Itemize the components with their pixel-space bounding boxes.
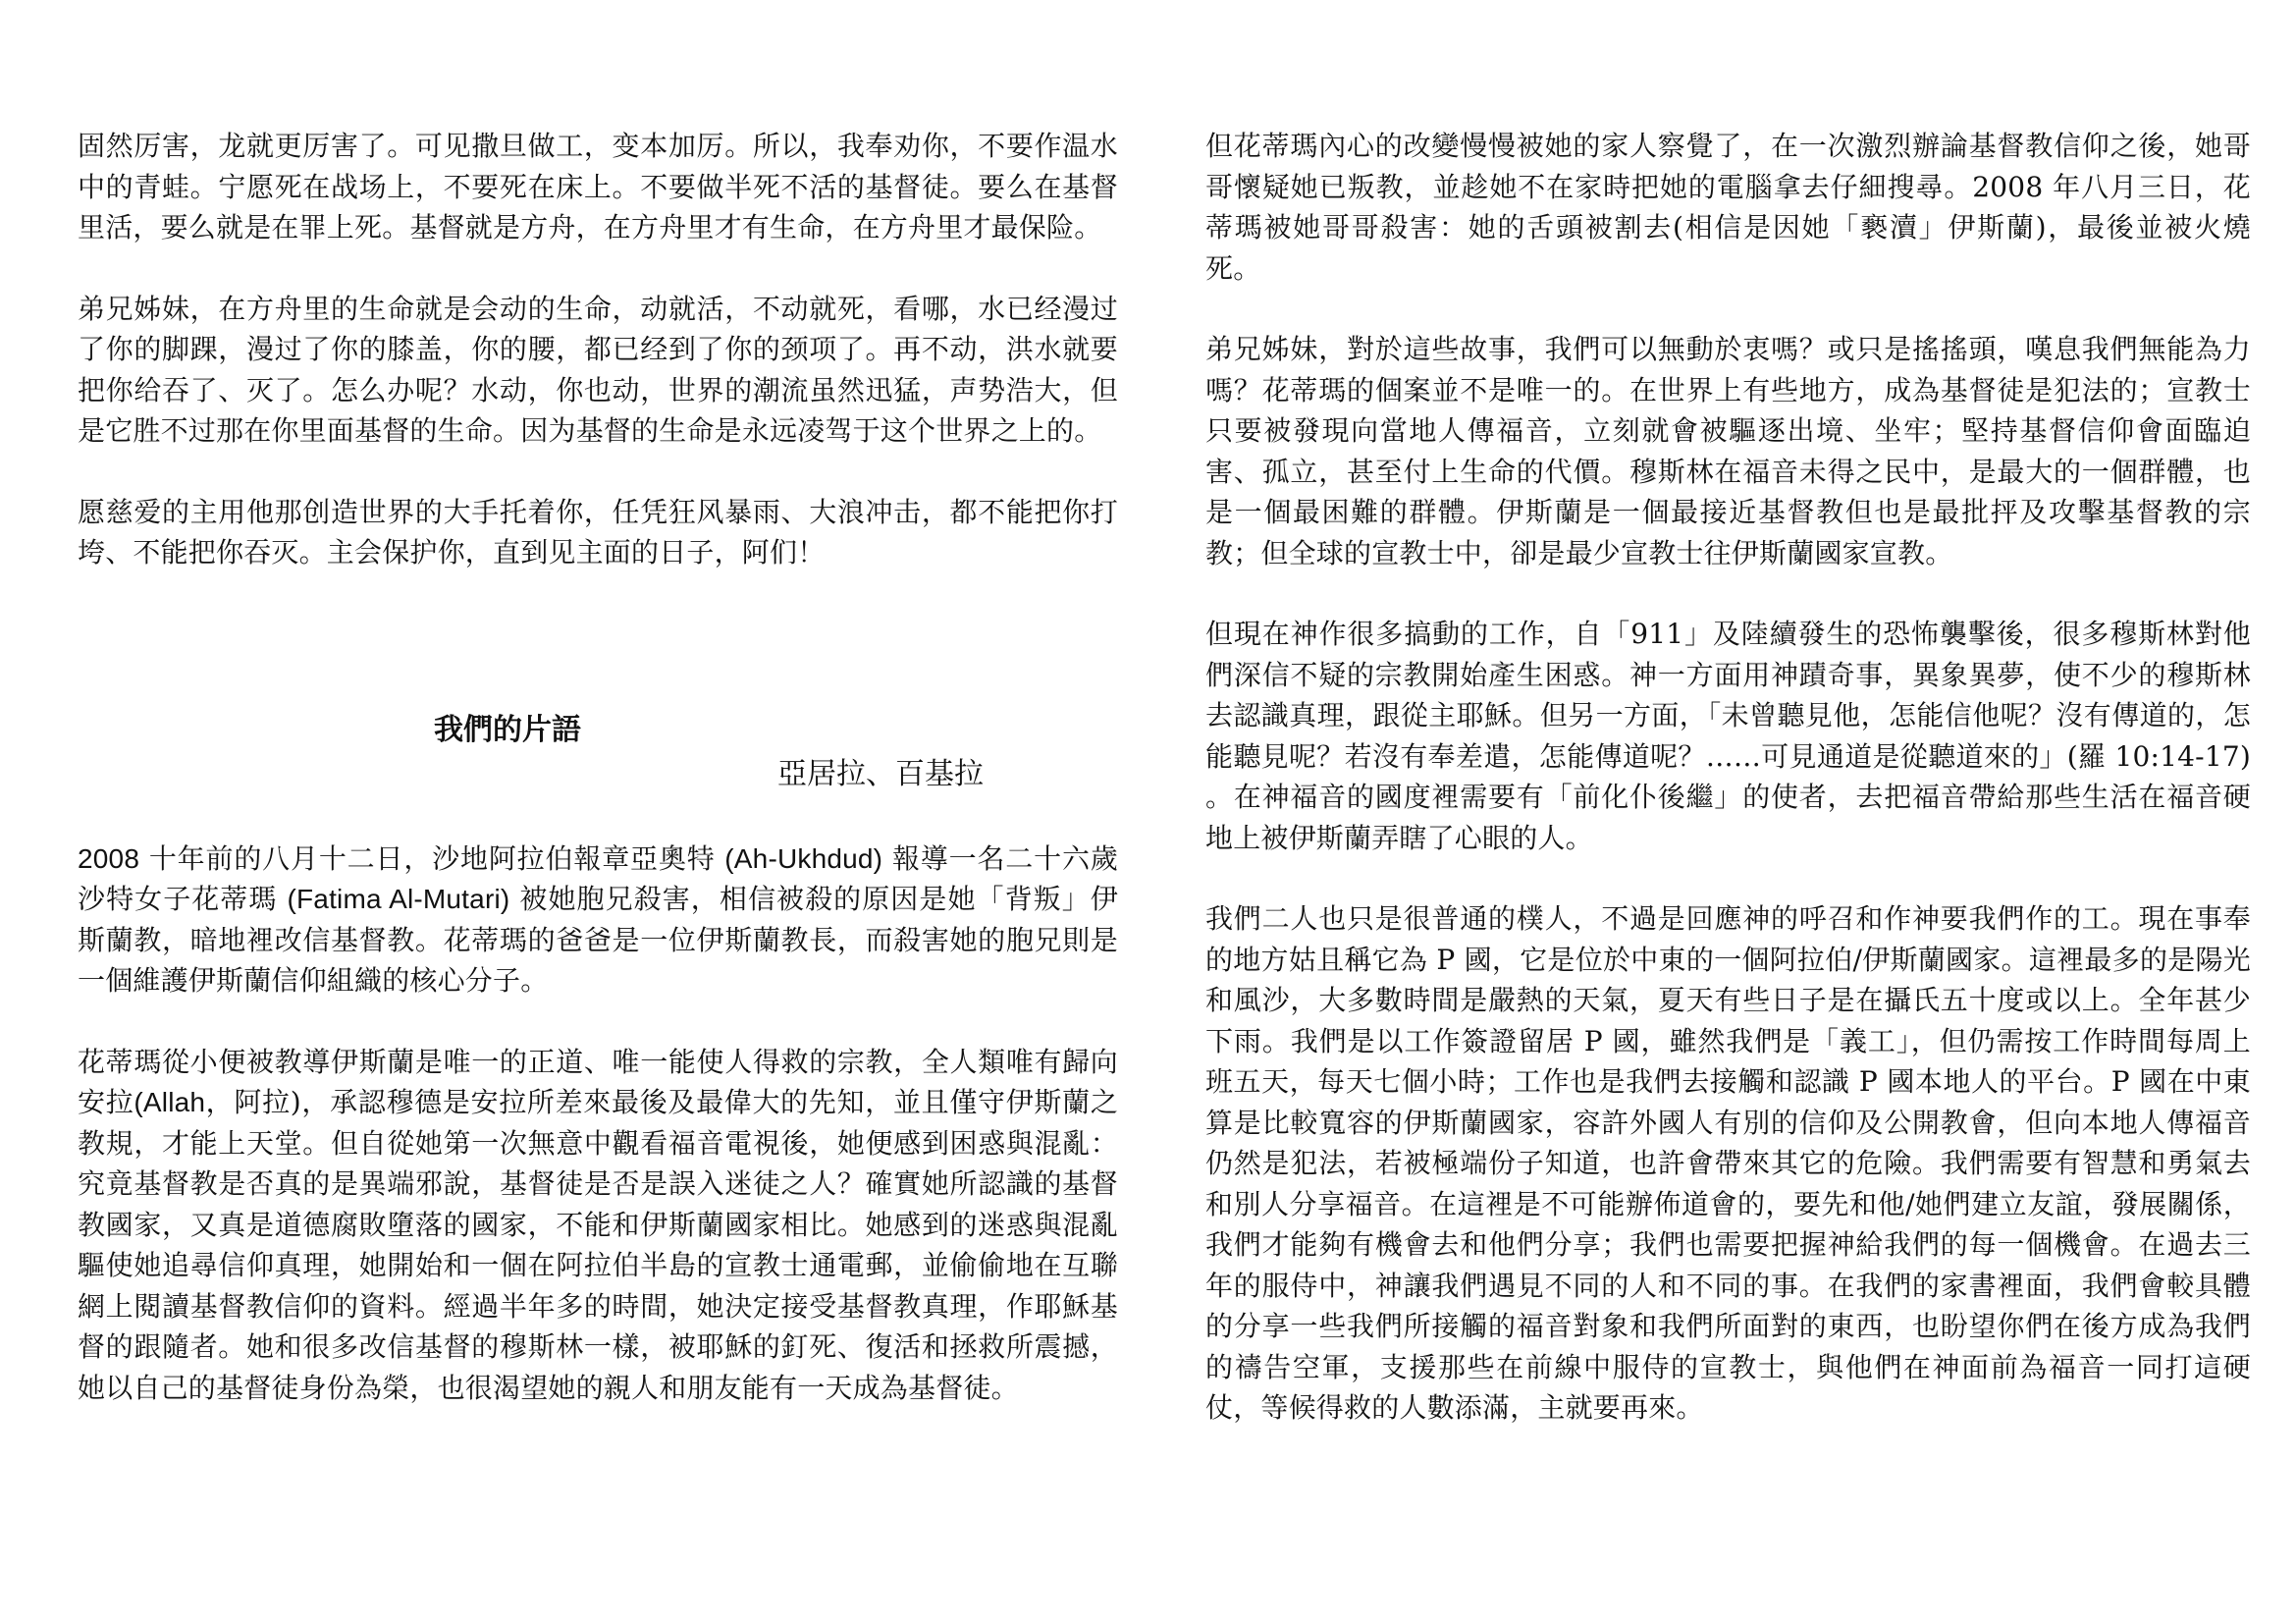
text-run: 花蒂瑪從小便被教導伊斯蘭是唯一的正道、唯一能使人得救的宗教，全人類唯有歸向安拉 — [78, 1045, 1118, 1118]
text-run: 2008 — [78, 842, 140, 874]
text-run: (Allah — [133, 1087, 206, 1117]
paragraph-gap — [1205, 858, 2251, 898]
paragraph-gap — [78, 452, 1118, 492]
section-gap — [78, 573, 1118, 710]
right-column — [1205, 126, 2251, 1429]
paragraph-gap — [78, 1001, 1118, 1042]
paragraph — [78, 839, 1118, 1001]
paragraph: 弟兄姊妹，對於這些故事，我們可以無動於衷嗎？或只是搖搖頭，嘆息我們無能為力嗎？花蒂瑪的個案並不是唯一的。在世界上有些地方，成為基督徒是犯法的；宣教士只要被發現向當地人傳福音，立刻就會被驅逐出境、坐牢；堅持基督信仰會面臨迫害、孤立，甚至付上生命的代價。穆斯林在福音未得之民中，是最大的一個群體，也是一個最困難的群體。伊斯蘭是一個最接近基督教但也是最批抨及攻擊基督教的宗教；但全球的宣教士中，卻是最少宣教士往伊斯蘭國家宣教。 — [1205, 333, 2251, 569]
text-run: (Fatima Al-Mutari) — [287, 884, 510, 914]
paragraph: 我們二人也只是很普通的樸人，不過是回應神的呼召和作神要我們作的工。現在事奉的地方姑且稱它為 P 國，它是位於中東的一個阿拉伯/伊斯蘭國家。這裡最多的是陽光和風沙，大多數時間是嚴熱的天氣，夏天有些日子是在攝氏五十度或以上。全年甚少下雨。我們是以工作簽證留居 P 國，雖然我們是「義工」，但仍需按工作時間每周上班五天，每天七個小時；工作也是我們去接觸和認識 P 國本地人的平台。P 國在中東算是比較寬容的伊斯蘭國家，容許外國人有別的信仰及公開教會，但向本地人傳福音仍然是犯法，若被極端份子知道，也許會帶來其它的危險。我們需要有智慧和勇氣去和別人分享福音。在這裡是不可能辦佈道會的，要先和他/她們建立友誼，發展關係，我們才能夠有機會去和他們分享；我們也需要把握神給我們的每一個機會。在過去三年的服侍中，神讓我們遇見不同的人和不同的事。在我們的家書裡面，我們會較具體的分享一些我們所接觸的福音對象和我們所面對的東西，也盼望你們在後方成為我們的禱告空軍，支援那些在前線中服侍的宣教士，與他們在神面前為福音一同打這硬仗，等候得救的人數添滿，主就要再來。 — [1205, 902, 2251, 1424]
text-run: ，阿拉)，承認穆德是安拉所差來最後及最偉大的先知，並且僅守伊斯蘭之教規，才能上天堂。但自從她第一次無意中觀看福音電視後，她便感到困惑與混亂：究竟基督教是否真的是異端邪說，基督徒是否是誤入迷徒之人？確實她所認識的基督教國家，又真是道德腐敗墮落的國家，不能和伊斯蘭國家相比。她感到的迷惑與混亂驅使她追尋信仰真理，她開始和一個在阿拉伯半島的宣教士通電郵，並偷偷地在互聯網上閱讀基督教信仰的資料。經過半年多的時間，她決定接受基督教真理，作耶穌基督的跟隨者。她和很多改信基督的穆斯林一樣，被耶穌的釘死、復活和拯救所震撼，她以自己的基督徒身份為榮，也很渴望她的親人和朋友能有一天成為基督徒。 — [78, 1086, 1118, 1404]
left-column — [78, 126, 1118, 1408]
section-author: 亞居拉、百基拉 — [777, 756, 984, 791]
paragraph-gap — [1205, 573, 2251, 614]
paragraph: 愿慈爱的主用他那创造世界的大手托着你，任凭狂风暴雨、大浪冲击，都不能把你打垮、不能把你吞灭。主会保护你，直到见主面的日子，阿们！ — [78, 495, 1118, 568]
paragraph: 但花蒂瑪內心的改變慢慢被她的家人察覺了，在一次激烈辦論基督教信仰之後，她哥哥懷疑她已叛教，並趁她不在家時把她的電腦拿去仔細搜尋。2008 年八月三日，花蒂瑪被她哥哥殺害：她的舌頭被割去(相信是因她「褻瀆」伊斯蘭)，最後並被火燒死。 — [1205, 130, 2251, 285]
paragraph: 弟兄姊妹，在方舟里的生命就是会动的生命，动就活，不动就死，看哪，水已经漫过了你的脚踝，漫过了你的膝盖，你的腰，都已经到了你的颈项了。再不动，洪水就要把你给吞了、灭了。怎么办呢？水动，你也动，世界的潮流虽然迅猛，声势浩大，但是它胜不过那在你里面基督的生命。因为基督的生命是永远凌驾于这个世界之上的。 — [78, 292, 1118, 447]
text-run: 十年前的八月十二日，沙地阿拉伯報章亞奧特 — [139, 841, 725, 875]
paragraph-gap — [78, 798, 1118, 839]
paragraph-gap — [1205, 289, 2251, 329]
section-title: 我們的片語 — [434, 712, 581, 747]
text-run: 被她胞兄殺害，相信被殺的原因是她「背叛」伊斯蘭教，暗地裡改信基督教。花蒂瑪的爸爸是一位伊斯蘭教長，而殺害她的胞兄則是一個維護伊斯蘭信仰組織的核心分子。 — [78, 883, 1118, 997]
paragraph — [78, 1042, 1118, 1409]
text-run: 報導一名二十六歲沙特女子花蒂瑪 — [78, 841, 1118, 915]
paragraph: 但現在神作很多搞動的工作，自「911」及陸續發生的恐怖襲擊後，很多穆斯林對他們深信不疑的宗教開始產生困惑。神一方面用神蹟奇事，異象異夢，使不少的穆斯林去認識真理，跟從主耶穌。但另一方面，「未曾聽見他，怎能信他呢？沒有傳道的，怎能聽見呢？若沒有奉差遣，怎能傳道呢？……可見通道是從聽道來的」(羅 10:14-17) 。在神福音的國度裡需要有「前化仆後繼」的使者，去把福音帶給那些生活在福音硬地上被伊斯蘭弄瞎了心眼的人。 — [1205, 618, 2251, 854]
paragraph: 固然厉害，龙就更厉害了。可见撒旦做工，变本加厉。所以，我奉劝你，不要作温水中的青蛙。宁愿死在战场上，不要死在床上。不要做半死不活的基督徒。要么在基督里活，要么就是在罪上死。基督就是方舟，在方舟里才有生命，在方舟里才最保险。 — [78, 130, 1118, 244]
paragraph-gap — [78, 248, 1118, 289]
text-run: (Ah-Ukhdud) — [724, 842, 883, 874]
